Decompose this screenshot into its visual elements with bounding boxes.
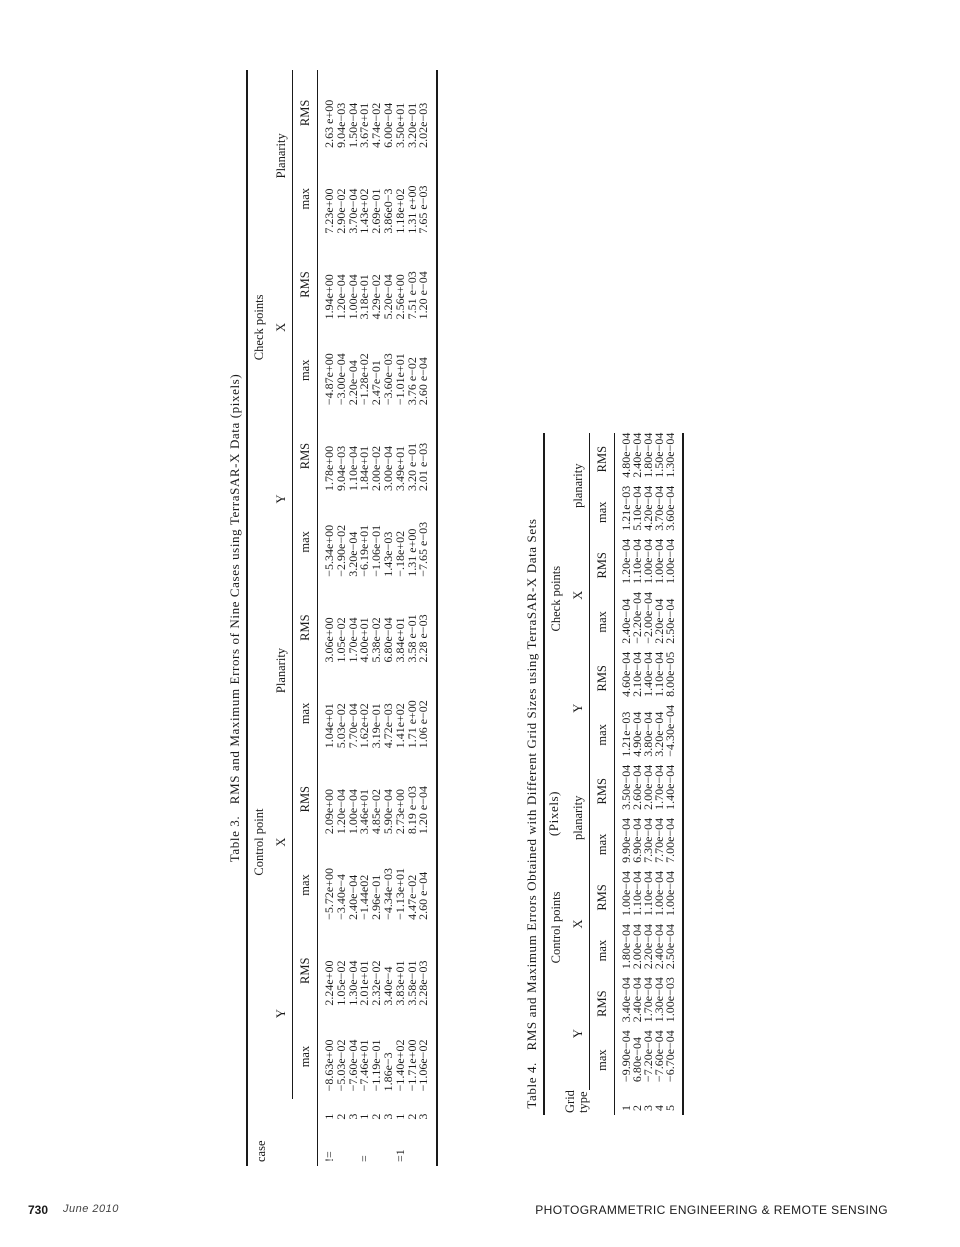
col-header-max: max xyxy=(590,818,615,871)
table-cell: −8.63e+00 xyxy=(322,1039,336,1092)
table-cell: −1.13e+01 xyxy=(392,867,407,920)
table-cell: −5.34e+00 xyxy=(322,524,336,577)
table-cell: 3.83e+01 xyxy=(392,960,407,1006)
table-4 xyxy=(521,432,684,1115)
table-4-check-planarity: planarity xyxy=(567,433,590,539)
table-4-grid-label: Grid xyxy=(562,1090,577,1113)
col-header-rms: RMS xyxy=(293,413,318,499)
col-header-max: max xyxy=(590,592,615,652)
table-cell: 4.00e+01 xyxy=(357,617,372,663)
table-cell: 1.31 e+00 xyxy=(404,185,419,234)
row-group-label xyxy=(418,1122,430,1166)
row-case-number: 3 xyxy=(345,1113,360,1120)
table-cell: 4.80e−04 xyxy=(619,432,633,478)
table-cell: 7.70e−04 xyxy=(345,703,360,749)
table-cell: 3.20e−04 xyxy=(345,531,360,577)
table-cell: 2.50e−04 xyxy=(663,598,677,644)
col-header-max: max xyxy=(293,499,318,585)
row-case-number: 5 xyxy=(663,1105,677,1111)
row-case-number: 2 xyxy=(333,1113,348,1120)
table-cell: 2.73e+00 xyxy=(392,788,407,835)
table-cell: −1.28e+02 xyxy=(357,353,372,406)
table-cell: 1.00e−03 xyxy=(663,977,677,1023)
table-4-body xyxy=(615,433,684,1115)
table-cell: 4.60e−04 xyxy=(619,651,633,697)
table-cell: 2.20e−04 xyxy=(652,598,666,644)
table-cell: 9.90e−04 xyxy=(619,817,633,863)
table-cell: 1.10e−04 xyxy=(630,538,644,584)
col-header-rms: RMS xyxy=(590,652,615,705)
table-cell: 3.40e−04 xyxy=(619,977,633,1023)
spacer-row xyxy=(676,433,683,1115)
col-header-rms: RMS xyxy=(293,70,318,156)
table-cell: 2.00e−04 xyxy=(641,764,655,810)
table-cell: 1.10e−04 xyxy=(345,445,360,491)
table-cell: 1.10e−04 xyxy=(630,870,644,917)
table-cell: 2.00e−04 xyxy=(630,924,644,970)
table-cell: −6.70e−04 xyxy=(663,1030,677,1083)
table-cell: 7.30e−04 xyxy=(641,817,655,863)
table-cell: 2.40e−04 xyxy=(345,874,360,920)
table-cell: 2.69e−01 xyxy=(369,188,384,234)
table-cell: 3.50e+01 xyxy=(392,102,407,148)
table-cell: 4.47e−02 xyxy=(404,874,419,920)
table-cell: 4.74e−02 xyxy=(369,102,384,148)
col-header-max: max xyxy=(590,486,615,539)
table-4-caption-text: RMS and Maximum Errors Obtained with Different Grid Sizes using TerraSAR-X Data Sets (Pixels) xyxy=(524,518,561,1051)
table-cell: 1.20e−04 xyxy=(333,788,348,835)
table-cell: 2.32e−02 xyxy=(369,960,384,1006)
table-4-grid xyxy=(543,433,684,1115)
table-cell: 1.00e−04 xyxy=(652,870,666,917)
table-3-check-group: Check points xyxy=(251,294,266,361)
row-group-label xyxy=(407,1122,419,1166)
col-header-rms: RMS xyxy=(293,585,318,671)
table-cell: 4.85e−02 xyxy=(369,788,384,835)
col-header-rms: RMS xyxy=(590,433,615,486)
table-cell: 3.70e−04 xyxy=(345,188,360,234)
table-cell: 1.21e−03 xyxy=(619,711,633,757)
table-3-control-x: X xyxy=(270,756,293,928)
table-cell: 1.04e+01 xyxy=(322,703,336,749)
table-cell: −1.44e02 xyxy=(357,874,372,920)
table-cell: −2.90e−02 xyxy=(333,524,348,577)
table-cell: −1.19e−01 xyxy=(369,1039,384,1092)
table-3-caption-text: RMS and Maximum Errors of Nine Cases using TerraSAR-X Data (pixels) xyxy=(227,373,242,805)
table-cell: 6.00e−04 xyxy=(380,102,395,148)
table-cell: 1.00e−04 xyxy=(663,870,677,917)
table-4-check-x: X xyxy=(567,539,590,652)
table-cell: 5.03e−02 xyxy=(333,703,348,749)
table-cell: 7.70e−04 xyxy=(652,817,666,863)
col-header-max: max xyxy=(590,1030,615,1090)
table-cell: 2.60 e−04 xyxy=(416,871,431,920)
table-cell: 3.00e−04 xyxy=(380,445,395,491)
table-cell: 3.58 e−01 xyxy=(404,614,419,663)
table-cell: 1.62e+02 xyxy=(357,703,372,749)
table-cell: 5.38e−02 xyxy=(369,617,384,663)
table-cell: 2.40e−04 xyxy=(630,432,644,478)
table-4-check-y: Y xyxy=(567,652,590,765)
table-3-grid xyxy=(246,70,438,1166)
table-3 xyxy=(224,70,438,1166)
table-cell: 1.70e−04 xyxy=(345,617,360,663)
table-cell: 1.00e−04 xyxy=(663,538,677,584)
table-cell: 1.18e+02 xyxy=(392,188,407,234)
table-cell: −3.60e−03 xyxy=(380,353,395,406)
table-cell: 3.84e+01 xyxy=(392,617,407,663)
table-3-control-group: Control point xyxy=(251,808,266,876)
table-cell: 1.50e−04 xyxy=(345,102,360,148)
table-cell: 3.67e+01 xyxy=(357,102,372,148)
table-cell: 3.86e0−3 xyxy=(380,188,395,234)
table-cell: 9.04e−03 xyxy=(333,102,348,148)
table-cell: 4.29e−02 xyxy=(369,274,384,320)
table-cell: 2.56e+00 xyxy=(392,274,407,320)
table-cell: 1.86e−3 xyxy=(380,1052,395,1092)
table-cell: −7.60e−04 xyxy=(345,1039,360,1092)
table-cell: 2.50e−04 xyxy=(663,924,677,970)
table-cell: 2.10e−04 xyxy=(630,651,644,697)
table-cell: −7.20e−04 xyxy=(641,1030,655,1083)
table-4-control-y: Y xyxy=(567,977,590,1090)
col-header-max: max xyxy=(590,924,615,977)
table-cell: 3.19e−01 xyxy=(369,703,384,749)
table-cell: 1.30e−04 xyxy=(652,977,666,1023)
col-header-rms: RMS xyxy=(590,871,615,924)
table-cell: 7.65 e−03 xyxy=(416,185,431,234)
table-cell: 2.20e−04 xyxy=(641,924,655,970)
table-cell: −1.06e−02 xyxy=(416,1039,431,1092)
table-3-case-header: case xyxy=(254,1140,268,1162)
table-cell: −5.03e−02 xyxy=(333,1039,348,1092)
table-cell: 2.40e−04 xyxy=(619,598,633,644)
table-cell: 7.51 e−03 xyxy=(404,271,419,320)
row-case-number: 2 xyxy=(630,1105,644,1111)
table-3-check-x: X xyxy=(270,242,293,414)
table-cell: −4.30e−04 xyxy=(663,704,677,757)
table-cell: 1.06 e−02 xyxy=(416,700,431,749)
table-cell: −9.90e−04 xyxy=(619,1030,633,1083)
table-cell: 3.76 e−02 xyxy=(404,357,419,406)
col-header-max: max xyxy=(293,842,318,928)
table-cell: −1.40e+02 xyxy=(392,1039,407,1092)
table-cell: 6.80e−04 xyxy=(380,617,395,663)
table-cell: 6.80e−04 xyxy=(630,1036,644,1083)
journal-name: PHOTOGRAMMETRIC ENGINEERING & REMOTE SENSING xyxy=(535,1203,888,1217)
table-cell: 1.31 e+00 xyxy=(404,528,419,577)
table-cell: 5.90e−04 xyxy=(380,788,395,835)
table-cell: 3.40e−4 xyxy=(380,966,395,1006)
col-header-rms: RMS xyxy=(590,539,615,592)
table-cell: 2.28 e−03 xyxy=(416,614,431,663)
table-3-control-y: Y xyxy=(270,928,293,1100)
table-cell: −7.60e−04 xyxy=(652,1030,666,1083)
table-cell: 3.20 e−01 xyxy=(404,442,419,491)
table-cell: 1.43e+02 xyxy=(357,188,372,234)
table-3-caption-prefix: Table 3. xyxy=(227,815,242,863)
table-cell: 2.47e−01 xyxy=(369,360,384,406)
table-3-caption xyxy=(224,70,246,1166)
table-cell: 7.00e−04 xyxy=(663,817,677,863)
table-cell: 1.41e+02 xyxy=(392,703,407,749)
table-cell: 2.60 e−04 xyxy=(416,357,431,406)
table-cell: 7.23e+00 xyxy=(322,188,336,234)
col-header-rms: RMS xyxy=(293,928,318,1014)
table-cell: 1.30e−04 xyxy=(663,432,677,478)
col-header-rms: RMS xyxy=(293,756,318,842)
table-cell: 8.19 e−03 xyxy=(404,785,419,835)
row-case-number: 2 xyxy=(369,1113,384,1120)
table-cell: 1.20 e−04 xyxy=(416,785,431,835)
table-cell: 1.00e−04 xyxy=(641,538,655,584)
col-header-max: max xyxy=(293,156,318,242)
table-cell: 2.96e−01 xyxy=(369,874,384,920)
table-cell: 9.04e−03 xyxy=(333,445,348,491)
row-case-number: 1 xyxy=(357,1113,372,1120)
row-case-number: 1 xyxy=(322,1113,336,1120)
table-cell: 2.40e−04 xyxy=(652,924,666,970)
table-cell: 2.09e+00 xyxy=(322,788,336,835)
table-cell: 1.00e−04 xyxy=(619,870,633,917)
table-cell: 2.20e−04 xyxy=(345,360,360,406)
table-cell: 1.30e−04 xyxy=(345,960,360,1006)
table-cell: 2.02e−03 xyxy=(416,102,431,148)
table-cell: 1.50e−04 xyxy=(652,432,666,478)
row-case-number: 1 xyxy=(392,1113,407,1120)
table-cell: 2.28e−03 xyxy=(416,960,431,1006)
table-4-type-label: type xyxy=(575,1091,590,1113)
table-cell: 3.49e+01 xyxy=(392,445,407,491)
table-cell: −7.46e+01 xyxy=(357,1039,372,1092)
table-4-control-group: Control points xyxy=(548,891,563,964)
table-3-body xyxy=(318,70,438,1166)
table-row xyxy=(418,70,430,1166)
table-cell: −1.01e+01 xyxy=(392,353,407,406)
table-cell: −1.71e+00 xyxy=(404,1039,419,1092)
table-cell: 2.01e+01 xyxy=(357,960,372,1006)
table-cell: 3.50e−04 xyxy=(619,764,633,810)
col-header-max: max xyxy=(590,705,615,765)
spacer-row xyxy=(430,70,437,1166)
table-cell: −3.00e−04 xyxy=(333,353,348,406)
table-cell: 1.40e−04 xyxy=(663,764,677,810)
row-case-number: 3 xyxy=(641,1105,655,1111)
table-cell: −2.00e−04 xyxy=(641,591,655,644)
table-4-control-x: X xyxy=(567,871,590,977)
row-case-number: 1 xyxy=(619,1105,633,1111)
table-cell: −6.19e+01 xyxy=(357,524,372,577)
page-footer xyxy=(0,1199,960,1223)
table-cell: 1.05e−02 xyxy=(333,960,348,1006)
table-cell: 1.84e+01 xyxy=(357,445,372,491)
table-cell: 2.40e−04 xyxy=(630,977,644,1023)
table-cell: 1.10e−04 xyxy=(652,651,666,697)
table-3-check-y: Y xyxy=(270,413,293,585)
table-cell: −2.20e−04 xyxy=(630,591,644,644)
table-cell: 5.10e−04 xyxy=(630,485,644,531)
table-cell: 2.24e+00 xyxy=(322,960,336,1006)
table-cell: 3.20e−04 xyxy=(652,711,666,757)
table-cell: 1.80e−04 xyxy=(619,924,633,970)
table-cell: 3.20e−01 xyxy=(404,102,419,148)
table-cell: −4.87e+00 xyxy=(322,353,336,406)
col-header-rms: RMS xyxy=(590,765,615,818)
table-cell: 1.80e−04 xyxy=(641,432,655,478)
col-header-max: max xyxy=(293,671,318,757)
table-cell: 5.20e−04 xyxy=(380,274,395,320)
row-case-number: 2 xyxy=(404,1113,419,1120)
table-cell: −7.65 e−03 xyxy=(416,521,431,577)
table-cell: 2.00e−02 xyxy=(369,445,384,491)
table-cell: 3.58e−01 xyxy=(404,960,419,1006)
table-cell: 1.20e−04 xyxy=(619,538,633,584)
table-3-control-planarity: Planarity xyxy=(270,585,293,757)
table-cell: 1.94e+00 xyxy=(322,274,336,320)
table-cell: 2.63 e+00 xyxy=(322,99,336,148)
table-cell: 3.70e−04 xyxy=(652,485,666,531)
row-case-number: 3 xyxy=(380,1113,395,1120)
table-4-control-planarity: planarity xyxy=(567,765,590,871)
table-row xyxy=(665,433,676,1115)
table-cell: 4.72e−03 xyxy=(380,703,395,749)
table-cell: −.18e+02 xyxy=(392,530,407,577)
table-cell: 1.00e−04 xyxy=(652,538,666,584)
table-cell: 1.40e−04 xyxy=(641,651,655,697)
table-cell: 1.00e−04 xyxy=(345,788,360,835)
table-cell: 6.90e−04 xyxy=(630,817,644,863)
row-group-label: != xyxy=(322,1151,336,1162)
table-cell: 1.10e−04 xyxy=(641,870,655,917)
issue-date: June 2010 xyxy=(63,1203,119,1215)
table-cell: 3.06e+00 xyxy=(322,617,336,663)
table-cell: 1.71 e+00 xyxy=(404,700,419,749)
table-4-caption-prefix: Table 4. xyxy=(524,1062,539,1109)
table-cell: 3.60e−04 xyxy=(663,485,677,531)
table-cell: −4.34e−03 xyxy=(380,867,395,920)
table-cell: 8.00e−05 xyxy=(663,651,677,697)
table-cell: 1.20 e−04 xyxy=(416,271,431,320)
table-cell: −3.40e−4 xyxy=(333,873,348,920)
col-header-max: max xyxy=(293,327,318,413)
row-group-label xyxy=(336,1122,348,1166)
table-cell: 1.21e−03 xyxy=(619,485,633,531)
row-group-label: =1 xyxy=(392,1149,407,1162)
table-cell: 1.78e+00 xyxy=(322,445,336,491)
table-cell: 2.60e−04 xyxy=(630,764,644,810)
table-cell: 1.43e−03 xyxy=(380,531,395,577)
table-cell: 1.70e−04 xyxy=(652,764,666,810)
table-cell: 1.20e−04 xyxy=(333,274,348,320)
row-group-label: = xyxy=(357,1155,372,1162)
col-header-rms: RMS xyxy=(590,977,615,1030)
table-cell: 1.05e−02 xyxy=(333,617,348,663)
table-cell: 4.90e−04 xyxy=(630,711,644,757)
table-cell: −5.72e+00 xyxy=(322,867,336,920)
table-cell: 3.46e+01 xyxy=(357,788,372,835)
table-4-check-group: Check points xyxy=(548,565,563,632)
table-cell: 3.18e+01 xyxy=(357,274,372,320)
table-cell: 2.90e−02 xyxy=(333,188,348,234)
table-4-grid-type-header xyxy=(544,1090,590,1115)
table-cell: 3.80e−04 xyxy=(641,711,655,757)
table-cell: 1.70e−04 xyxy=(641,977,655,1023)
col-header-rms: RMS xyxy=(293,242,318,328)
row-case-number: 4 xyxy=(652,1105,666,1111)
row-group-label xyxy=(371,1122,383,1166)
page-number: 730 xyxy=(28,1203,49,1217)
row-case-number: 3 xyxy=(416,1113,431,1120)
table-cell: 1.00e−04 xyxy=(345,274,360,320)
table-cell: 2.01 e−03 xyxy=(416,442,431,491)
table-cell: 4.20e−04 xyxy=(641,485,655,531)
table-cell: −1.06e−01 xyxy=(369,524,384,577)
table-3-check-planarity: Planarity xyxy=(270,70,293,242)
col-header-max: max xyxy=(293,1014,318,1100)
